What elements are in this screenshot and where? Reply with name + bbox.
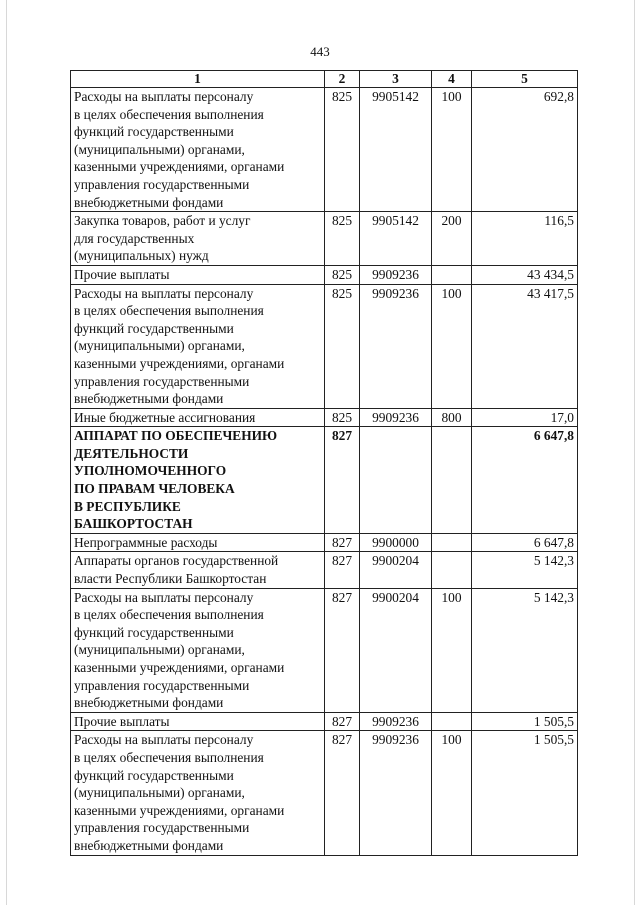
row-ved-code: 827 bbox=[325, 588, 360, 712]
row-amount: 6 647,8 bbox=[472, 427, 578, 534]
row-expense-type bbox=[432, 533, 472, 552]
table-header-row bbox=[71, 71, 578, 88]
row-ved-code: 827 bbox=[325, 533, 360, 552]
row-expense-type bbox=[432, 712, 472, 731]
table-body bbox=[71, 88, 578, 856]
row-name: Непрограммные расходы bbox=[71, 533, 325, 552]
row-amount: 692,8 bbox=[472, 88, 578, 212]
row-name: Расходы на выплаты персоналу в целях обеспечения выполнения функций государственными (муниципальными) органами, казенными учреждениями, органами управления государственными внебюджетными фондами bbox=[71, 88, 325, 212]
row-amount: 1 505,5 bbox=[472, 712, 578, 731]
row-target-code: 9900204 bbox=[360, 588, 432, 712]
budget-table bbox=[70, 70, 578, 856]
row-ved-code: 827 bbox=[325, 712, 360, 731]
table-row bbox=[71, 427, 578, 534]
header-col-3: 3 bbox=[360, 71, 432, 88]
table-row bbox=[71, 552, 578, 588]
row-target-code: 9909236 bbox=[360, 284, 432, 408]
row-amount: 5 142,3 bbox=[472, 588, 578, 712]
row-name: Закупка товаров, работ и услуг для государственных (муниципальных) нужд bbox=[71, 212, 325, 266]
row-expense-type bbox=[432, 552, 472, 588]
table-row bbox=[71, 731, 578, 855]
row-name: Расходы на выплаты персоналу в целях обеспечения выполнения функций государственными (муниципальными) органами, казенными учреждениями, органами управления государственными внебюджетными фондами bbox=[71, 284, 325, 408]
row-amount: 6 647,8 bbox=[472, 533, 578, 552]
row-amount: 5 142,3 bbox=[472, 552, 578, 588]
row-ved-code: 825 bbox=[325, 265, 360, 284]
table-row bbox=[71, 533, 578, 552]
row-expense-type: 100 bbox=[432, 731, 472, 855]
row-name: Расходы на выплаты персоналу в целях обеспечения выполнения функций государственными (муниципальными) органами, казенными учреждениями, органами управления государственными внебюджетными фондами bbox=[71, 588, 325, 712]
row-target-code: 9909236 bbox=[360, 408, 432, 427]
row-ved-code: 825 bbox=[325, 284, 360, 408]
table-row bbox=[71, 712, 578, 731]
row-expense-type bbox=[432, 265, 472, 284]
row-amount: 17,0 bbox=[472, 408, 578, 427]
row-name: АППАРАТ ПО ОБЕСПЕЧЕНИЮ ДЕЯТЕЛЬНОСТИ УПОЛНОМОЧЕННОГО ПО ПРАВАМ ЧЕЛОВЕКА В РЕСПУБЛИКЕ БАШКОРТОСТАН bbox=[71, 427, 325, 534]
row-name: Аппараты органов государственной власти Республики Башкортостан bbox=[71, 552, 325, 588]
row-expense-type: 200 bbox=[432, 212, 472, 266]
table-row bbox=[71, 265, 578, 284]
row-target-code: 9905142 bbox=[360, 212, 432, 266]
row-ved-code: 827 bbox=[325, 731, 360, 855]
row-target-code: 9909236 bbox=[360, 712, 432, 731]
row-amount: 43 434,5 bbox=[472, 265, 578, 284]
header-col-2: 2 bbox=[325, 71, 360, 88]
row-ved-code: 825 bbox=[325, 212, 360, 266]
table-row bbox=[71, 212, 578, 266]
row-target-code: 9900000 bbox=[360, 533, 432, 552]
row-expense-type: 100 bbox=[432, 88, 472, 212]
row-name: Прочие выплаты bbox=[71, 712, 325, 731]
table-row bbox=[71, 588, 578, 712]
row-expense-type: 100 bbox=[432, 588, 472, 712]
row-ved-code: 825 bbox=[325, 88, 360, 212]
row-expense-type bbox=[432, 427, 472, 534]
row-ved-code: 827 bbox=[325, 552, 360, 588]
row-target-code: 9905142 bbox=[360, 88, 432, 212]
row-expense-type: 100 bbox=[432, 284, 472, 408]
row-ved-code: 827 bbox=[325, 427, 360, 534]
row-amount: 1 505,5 bbox=[472, 731, 578, 855]
row-target-code: 9909236 bbox=[360, 731, 432, 855]
header-col-5: 5 bbox=[472, 71, 578, 88]
row-amount: 43 417,5 bbox=[472, 284, 578, 408]
page-left-edge bbox=[6, 0, 7, 905]
table-row bbox=[71, 408, 578, 427]
page-number: 443 bbox=[310, 44, 330, 59]
row-ved-code: 825 bbox=[325, 408, 360, 427]
table-row bbox=[71, 284, 578, 408]
page-right-edge bbox=[634, 0, 635, 905]
row-name: Прочие выплаты bbox=[71, 265, 325, 284]
header-col-4: 4 bbox=[432, 71, 472, 88]
row-target-code: 9909236 bbox=[360, 265, 432, 284]
row-expense-type: 800 bbox=[432, 408, 472, 427]
row-amount: 116,5 bbox=[472, 212, 578, 266]
row-name: Иные бюджетные ассигнования bbox=[71, 408, 325, 427]
header-col-1: 1 bbox=[71, 71, 325, 88]
row-target-code: 9900204 bbox=[360, 552, 432, 588]
row-name: Расходы на выплаты персоналу в целях обеспечения выполнения функций государственными (муниципальными) органами, казенными учреждениями, органами управления государственными внебюджетными фондами bbox=[71, 731, 325, 855]
table-row bbox=[71, 88, 578, 212]
row-target-code bbox=[360, 427, 432, 534]
